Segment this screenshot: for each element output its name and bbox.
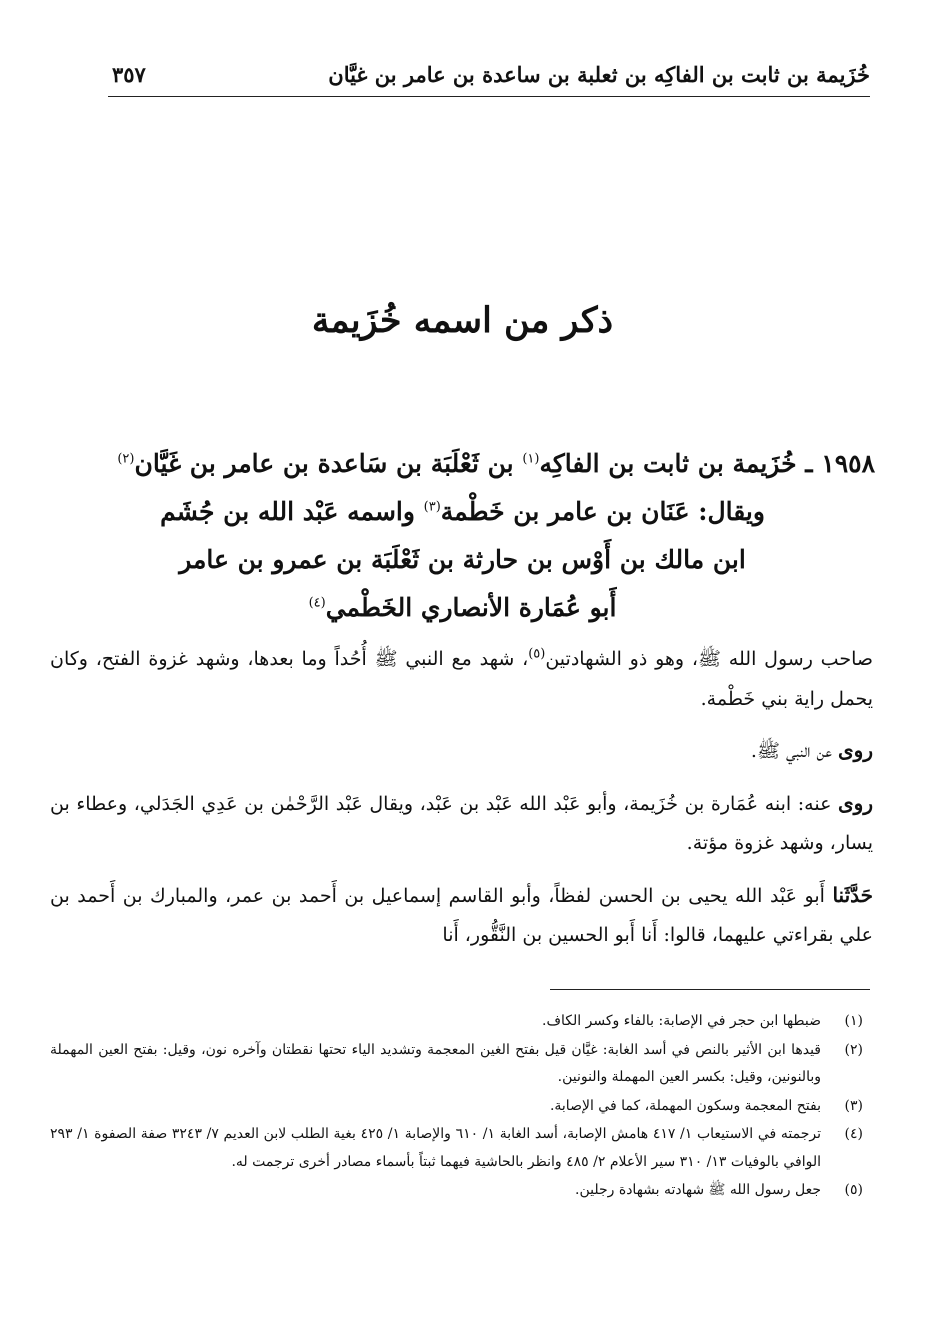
paragraph-isnad [50,876,873,956]
footnote-ref-5: (٥) [528,646,546,662]
entry-heading-line-2 [50,488,875,536]
paragraph-narrators [50,784,873,864]
footnote [50,1037,873,1092]
footnote-text: بفتح المعجمة وسكون المهملة، كما في الإصابة. [549,1097,821,1114]
footnote [50,1093,873,1121]
footnote-number: (٥) [844,1182,863,1198]
page-number: ٣٥٧ [112,62,146,87]
entry-heading [50,440,875,632]
entry-line-4-text: أَبو عُمَارة الأنصاري الخَطْمي [325,593,617,622]
entry-line-1b-text: بن ثَعْلَبَة بن سَاعدة بن عامر بن غَيَّان [134,449,523,478]
footnote-number: (٢) [844,1041,863,1058]
section-title: ذكر من اسمه خُزَيمة [311,300,614,341]
entry-line-2b-text: واسمه عَبْد الله بن جُشَم [160,497,424,526]
paragraph-narrated-from [50,731,873,772]
paragraph-1b: ، شهد مع النبي ﷺ أُحُداً وما بعدها، وشهد غزوة الفتح، وكان يحمل راية بني خَطْمة. [50,648,873,710]
footnote-text: جعل رسول الله ﷺ شهادته بشهادة رجلين. [575,1182,821,1198]
footnote-ref-1: (١) [522,451,540,467]
footnote [50,1008,873,1036]
running-header [108,58,870,97]
footnote-separator [550,989,870,990]
footnotes [50,1008,873,1206]
footnote-number: (١) [844,1013,863,1029]
footnote-number: (٤) [844,1126,863,1142]
body-text [50,640,873,956]
footnote-text: ضبطها ابن حجر في الإصابة: بالفاء وكسر الكاف. [542,1013,821,1029]
keyword-haddathana: حَدَّثَنا [832,882,873,907]
entry-heading-line-1 [50,440,875,488]
footnote-number: (٣) [844,1097,863,1114]
footnote-ref-3: (٣) [423,499,441,515]
paragraph-biography [50,640,873,719]
footnote-text: ترجمته في الاستيعاب ١/ ٤١٧ هامش الإصابة، أسد الغابة ١/ ٦١٠ والإصابة ١/ ٤٢٥ بغية الطلب لابن العديم ٧/ ٣٢٤٣ صفة الصفوة ١/ ٢٩٣ الوافي بالوفيات ١٣/ ٣١٠ سير الأعلام ٢/ ٤٨٥ وانظر بالحاشية فيهما ثبتاً بأسماء مصادر أخرى ترجمت له. [50,1126,821,1170]
paragraph-2: عن النبي ﷺ. [750,740,839,762]
entry-line-1-text: ١٩٥٨ ـ خُزَيمة بن ثابت بن الفاكِه [539,449,875,478]
entry-heading-line-3: ابن مالك بن أَوْس بن حارثة بن ثَعْلَبَة بن عمرو بن عامر [179,545,746,574]
footnote-text: قيدها ابن الأثير بالنص في أسد الغابة: غيَّان قيل بفتح الغين المعجمة وتشديد الياء تحتها نقطتان وآخره نون، وقيل: بفتح العين المهملة وبالنونين، وقيل: بكسر العين المهملة والنونين. [50,1041,821,1085]
footnote [50,1177,873,1205]
footnote [50,1121,873,1176]
keyword-rawa: روى [838,790,873,815]
paragraph-1a: صاحب رسول الله ﷺ، وهو ذو الشهادتين [545,648,874,670]
running-title: خُزَيمة بن ثابت بن الفاكِه بن ثعلبة بن ساعدة بن عامر بن غيَّان [328,62,870,87]
keyword-rawa: روى [838,738,873,762]
entry-line-2a-text: ويقال: عَنَان بن عامر بن خَطْمة [440,497,765,526]
footnote-ref-2: (٢) [117,451,135,467]
entry-heading-line-4 [50,584,875,632]
footnote-ref-4: (٤) [308,595,326,611]
paragraph-4: أَبو عَبْد الله يحيى بن الحسن لفظاً، وأبو القاسم إسماعيل بن أَحمد بن عمر، والمبارك بن أَحمد بن علي بقراءتي عليهما، قالوا: أَنا أَبو الحسين بن النَّقُّور، أَنا [50,884,873,946]
paragraph-3: عنه: ابنه عُمَارة بن خُزَيمة، وأبو عَبْد الله عَبْد بن عَبْد، ويقال عَبْد الرَّحْمٰن بن عَدِي الجَدَلي، وعطاء بن يسار، وشهد غزوة مؤتة. [50,792,873,854]
